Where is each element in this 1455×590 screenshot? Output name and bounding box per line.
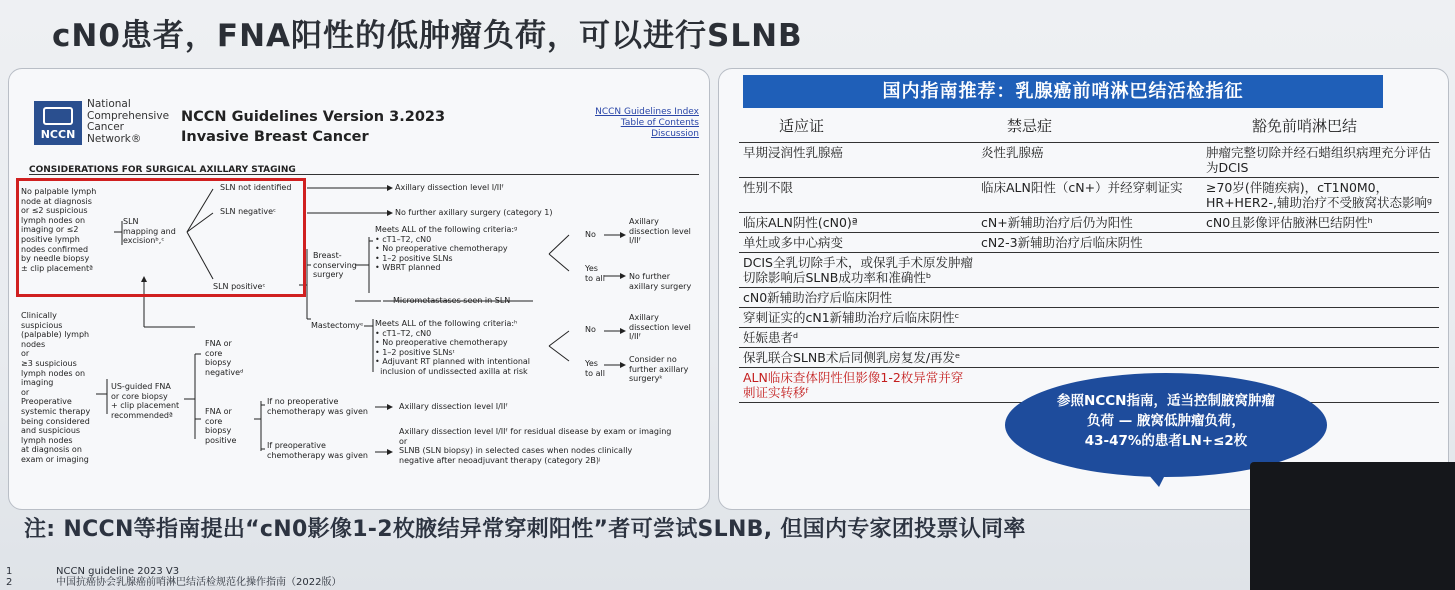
cell-indication: 临床ALN阴性(cN0)ª	[739, 213, 977, 233]
flow-axillary-dissection-3: Axillary dissection level I/IIᶠ	[629, 313, 691, 342]
flow-sln-negative: SLN negativeᶜ	[220, 207, 277, 216]
reference-2: 2 中国抗癌协会乳腺癌前哨淋巴结活检规范化操作指南（2022版）	[6, 577, 342, 588]
flow-fna-positive: FNA or core biopsy positive	[205, 407, 237, 445]
cell-indication: DCIS全乳切除手术，或保乳手术原发肿瘤切除影响后SLNB成功率和准确性ᵇ	[739, 253, 977, 288]
flow-no-1: No	[585, 230, 596, 239]
table-row	[739, 233, 1439, 253]
cell-contraindication	[977, 348, 1202, 368]
flow-clinically-suspicious: Clinically suspicious (palpable) lymph nodes or ≥3 suspicious lymph nodes on imaging or Preoperative systemic therapy being considered and suspicious lymph nodes at diagnosis on exam or imaging	[21, 311, 91, 464]
bubble-line-2: 负荷 — 腋窝低肿瘤负荷，	[1087, 413, 1245, 429]
cell-exemption	[1202, 348, 1439, 368]
flow-mastectomy: Mastectomyᵉ	[311, 321, 364, 330]
cell-exemption	[1202, 288, 1439, 308]
nccn-logo: NCCN	[34, 101, 82, 145]
flow-fna-negative: FNA or core biopsy negativeᵈ	[205, 339, 244, 377]
flow-no-palpable: No palpable lymph node at diagnosis or ≤2 suspicious lymph nodes on imaging or ≤2 positive lymph nodes confirmed by needle biopsy ± clip placementª	[21, 187, 97, 273]
cell-exemption	[1202, 328, 1439, 348]
nccn-version: NCCN Guidelines Version 3.2023	[181, 109, 446, 125]
table-row	[739, 288, 1439, 308]
nccn-panel	[8, 68, 710, 510]
cell-contraindication	[977, 253, 1202, 288]
flow-consider-no-further: Consider no further axillary surgeryᵏ	[629, 355, 689, 384]
references	[6, 566, 341, 588]
section-title: CONSIDERATIONS FOR SURGICAL AXILLARY STAGING	[29, 165, 296, 175]
table-row	[739, 178, 1439, 213]
cell-exemption: cN0且影像评估腋淋巴结阴性ʰ	[1202, 213, 1439, 233]
flow-axillary-dissection-5: Axillary dissection level I/IIᶠ for residual disease by exam or imaging or SLNB (SLN biopsy) in selected cases when nodes clinically negative after neoadjuvant therapy (category 2B)ʲ	[399, 427, 672, 465]
cell-indication: 单灶或多中心病变	[739, 233, 977, 253]
link-discussion[interactable]: Discussion	[651, 129, 699, 139]
table-row	[739, 213, 1439, 233]
bubble-line-3: 43-47%的患者LN+≤2枚	[1084, 433, 1248, 449]
cell-indication: cN0新辅助治疗后临床阴性	[739, 288, 977, 308]
flow-us-guided-fna: US-guided FNA or core biopsy + clip placement recommendedª	[111, 382, 180, 420]
flow-no-further-2: No further axillary surgery	[629, 272, 692, 291]
flow-no-further-surgery: No further axillary surgery (category 1)	[395, 208, 553, 217]
flow-meets-all-1: Meets ALL of the following criteria:ᵍ • cT1–T2, cN0 • No preoperative chemotherapy • 1–2 positive SLNs • WBRT planned	[375, 225, 518, 273]
flow-sln-not-identified: SLN not identified	[220, 183, 292, 192]
col-indication: 适应证	[739, 111, 977, 143]
table-header-row	[739, 111, 1439, 143]
cell-indication: 早期浸润性乳腺癌	[739, 143, 977, 178]
flow-axillary-dissection-4: Axillary dissection level I/IIᶠ	[399, 402, 508, 411]
flow-axillary-dissection-2: Axillary dissection level I/IIᶠ	[629, 217, 691, 246]
flow-if-no-preop: If no preoperative chemotherapy was given	[267, 397, 368, 416]
col-exemption: 豁免前哨淋巴结	[1202, 111, 1439, 143]
flow-yes-to-all-2: Yes to all	[585, 359, 605, 378]
cell-indication: ALN临床查体阴性但影像1-2枚异常并穿刺证实转移ᶠ	[739, 368, 977, 403]
flow-axillary-dissection-1: Axillary dissection level I/IIᶠ	[395, 183, 504, 192]
flow-if-preop: If preoperative chemotherapy was given	[267, 441, 368, 460]
cell-contraindication	[977, 308, 1202, 328]
flow-sln-positive: SLN positiveᶜ	[213, 282, 266, 291]
flow-breast-conserving: Breast- conserving surgery	[313, 251, 357, 280]
cell-contraindication: cN2-3新辅助治疗后临床阴性	[977, 233, 1202, 253]
cell-exemption	[1202, 253, 1439, 288]
flow-yes-to-all-1: Yes to all	[585, 264, 605, 283]
col-contraindication: 禁忌症	[977, 111, 1202, 143]
table-row	[739, 253, 1439, 288]
flow-meets-all-2: Meets ALL of the following criteria:ʰ • cT1–T2, cN0 • No preoperative chemotherapy • 1–2 positive SLNsᶦ • Adjuvant RT planned with intentional inclusion of undissected axilla at risk	[375, 319, 531, 376]
cell-contraindication: 炎性乳腺癌	[977, 143, 1202, 178]
table-row	[739, 328, 1439, 348]
cell-contraindication	[977, 288, 1202, 308]
cell-contraindication	[977, 328, 1202, 348]
cell-contraindication: 临床ALN阳性（cN+）并经穿刺证实	[977, 178, 1202, 213]
cell-contraindication: cN+新辅助治疗后仍为阳性	[977, 213, 1202, 233]
cn-guideline-header: 国内指南推荐：乳腺癌前哨淋巴结活检指征	[743, 75, 1383, 108]
flow-sln-mapping: SLN mapping and excisionᵇ,ᶜ	[123, 217, 176, 246]
highlight-box	[16, 178, 306, 297]
cell-indication: 性别不限	[739, 178, 977, 213]
cell-indication: 妊娠患者ᵈ	[739, 328, 977, 348]
slide-title: cN0患者，FNA阳性的低肿瘤负荷，可以进行SLNB	[52, 18, 803, 54]
cell-exemption: ≥70岁(伴随疾病)，cT1N0M0，HR+HER2-,辅助治疗不受腋窝状态影响ᵍ	[1202, 178, 1439, 213]
cell-exemption: 肿瘤完整切除并经石蜡组织病理充分评估为DCIS	[1202, 143, 1439, 178]
indication-table	[739, 111, 1439, 403]
cell-indication: 保乳联合SLNB术后同侧乳房复发/再发ᵉ	[739, 348, 977, 368]
reference-1: 1 NCCN guideline 2023 V3	[6, 566, 180, 577]
cell-indication: 穿刺证实的cN1新辅助治疗后临床阴性ᶜ	[739, 308, 977, 328]
table-row	[739, 348, 1439, 368]
cell-exemption	[1202, 308, 1439, 328]
bottom-note: 注: NCCN等指南提出“cN0影像1-2枚腋结异常穿刺阳性”者可尝试SLNB, 但国内专家团投票认同率	[24, 517, 1026, 542]
cell-exemption	[1202, 233, 1439, 253]
table-row	[739, 143, 1439, 178]
nccn-subtitle: Invasive Breast Cancer	[181, 129, 369, 145]
flow-micrometastases: Micrometastases seen in SLN	[393, 296, 511, 305]
room-background	[1250, 462, 1455, 590]
link-table-of-contents[interactable]: Table of Contents	[620, 118, 699, 128]
link-guidelines-index[interactable]: NCCN Guidelines Index	[595, 107, 699, 117]
flow-no-2: No	[585, 325, 596, 334]
table-row	[739, 308, 1439, 328]
nccn-org-name: National Comprehensive Cancer Network®	[87, 98, 170, 145]
bubble-line-1: 参照NCCN指南，适当控制腋窝肿瘤	[1057, 393, 1275, 409]
